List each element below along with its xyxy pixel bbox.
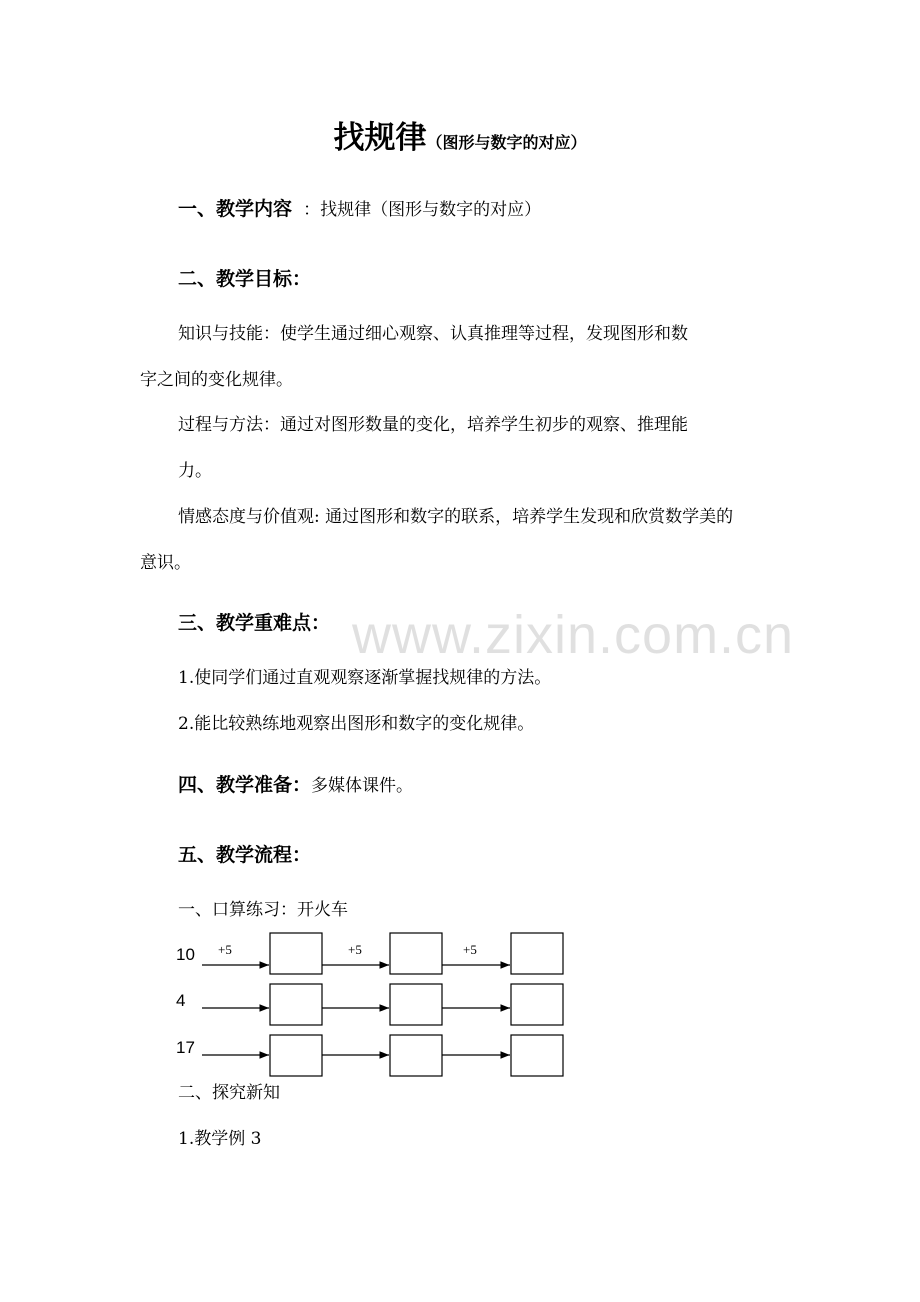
answer-box bbox=[270, 933, 322, 974]
answer-box bbox=[390, 984, 442, 1025]
keypoint-2: 2.能比较熟练地观察出图形和数字的变化规律。 bbox=[178, 714, 535, 734]
answer-box bbox=[511, 984, 563, 1025]
flow-part2: 二、探究新知 bbox=[178, 1083, 280, 1103]
page-title bbox=[0, 112, 920, 157]
plus-five-label: +5 bbox=[463, 942, 477, 957]
goal-process-line1: 过程与方法：通过对图形数量的变化，培养学生初步的观察、推理能 bbox=[178, 415, 688, 435]
row-start-number: 10 bbox=[176, 945, 195, 964]
section-heading-keypoints: 三、教学重难点： bbox=[178, 612, 331, 634]
answer-box bbox=[511, 933, 563, 974]
section-heading: 四、教学准备： bbox=[178, 774, 312, 796]
goal-knowledge-line1: 知识与技能：使学生通过细心观察、认真推理等过程，发现图形和数 bbox=[178, 324, 688, 344]
goal-knowledge-line2: 字之间的变化规律。 bbox=[140, 370, 293, 390]
goal-emotion-line2: 意识。 bbox=[140, 553, 191, 573]
section-text: ：找规律（图形与数字的对应） bbox=[303, 200, 542, 220]
answer-box bbox=[270, 984, 322, 1025]
section-heading: 一、教学内容 bbox=[178, 198, 293, 220]
title-main: 找规律 bbox=[333, 120, 427, 156]
keypoint-1: 1.使同学们通过直观观察逐渐掌握找规律的方法。 bbox=[178, 668, 552, 688]
section-heading-goals: 二、教学目标： bbox=[178, 268, 312, 290]
goal-process-line2: 力。 bbox=[178, 461, 212, 481]
plus-five-label: +5 bbox=[348, 942, 362, 957]
flow-part1: 一、口算练习：开火车 bbox=[178, 900, 348, 920]
goal-emotion-line1: 情感态度与价值观: 通过图形和数字的联系，培养学生发现和欣赏数学美的 bbox=[178, 507, 734, 527]
row-start-number: 17 bbox=[176, 1038, 195, 1057]
section-preparation bbox=[178, 770, 413, 797]
answer-box bbox=[511, 1035, 563, 1076]
answer-box bbox=[390, 933, 442, 974]
answer-box bbox=[390, 1035, 442, 1076]
train-diagram bbox=[170, 928, 570, 1080]
row-start-number: 4 bbox=[176, 991, 186, 1010]
section-heading-flow: 五、教学流程： bbox=[178, 844, 312, 866]
title-subtitle: （图形与数字的对应） bbox=[426, 133, 587, 152]
answer-box bbox=[270, 1035, 322, 1076]
plus-five-label: +5 bbox=[218, 942, 232, 957]
flow-item1: 1.教学例 3 bbox=[178, 1129, 262, 1149]
section-text: 多媒体课件。 bbox=[311, 776, 414, 796]
section-content bbox=[178, 194, 541, 221]
watermark: www.zixin.com.cn bbox=[352, 605, 795, 665]
